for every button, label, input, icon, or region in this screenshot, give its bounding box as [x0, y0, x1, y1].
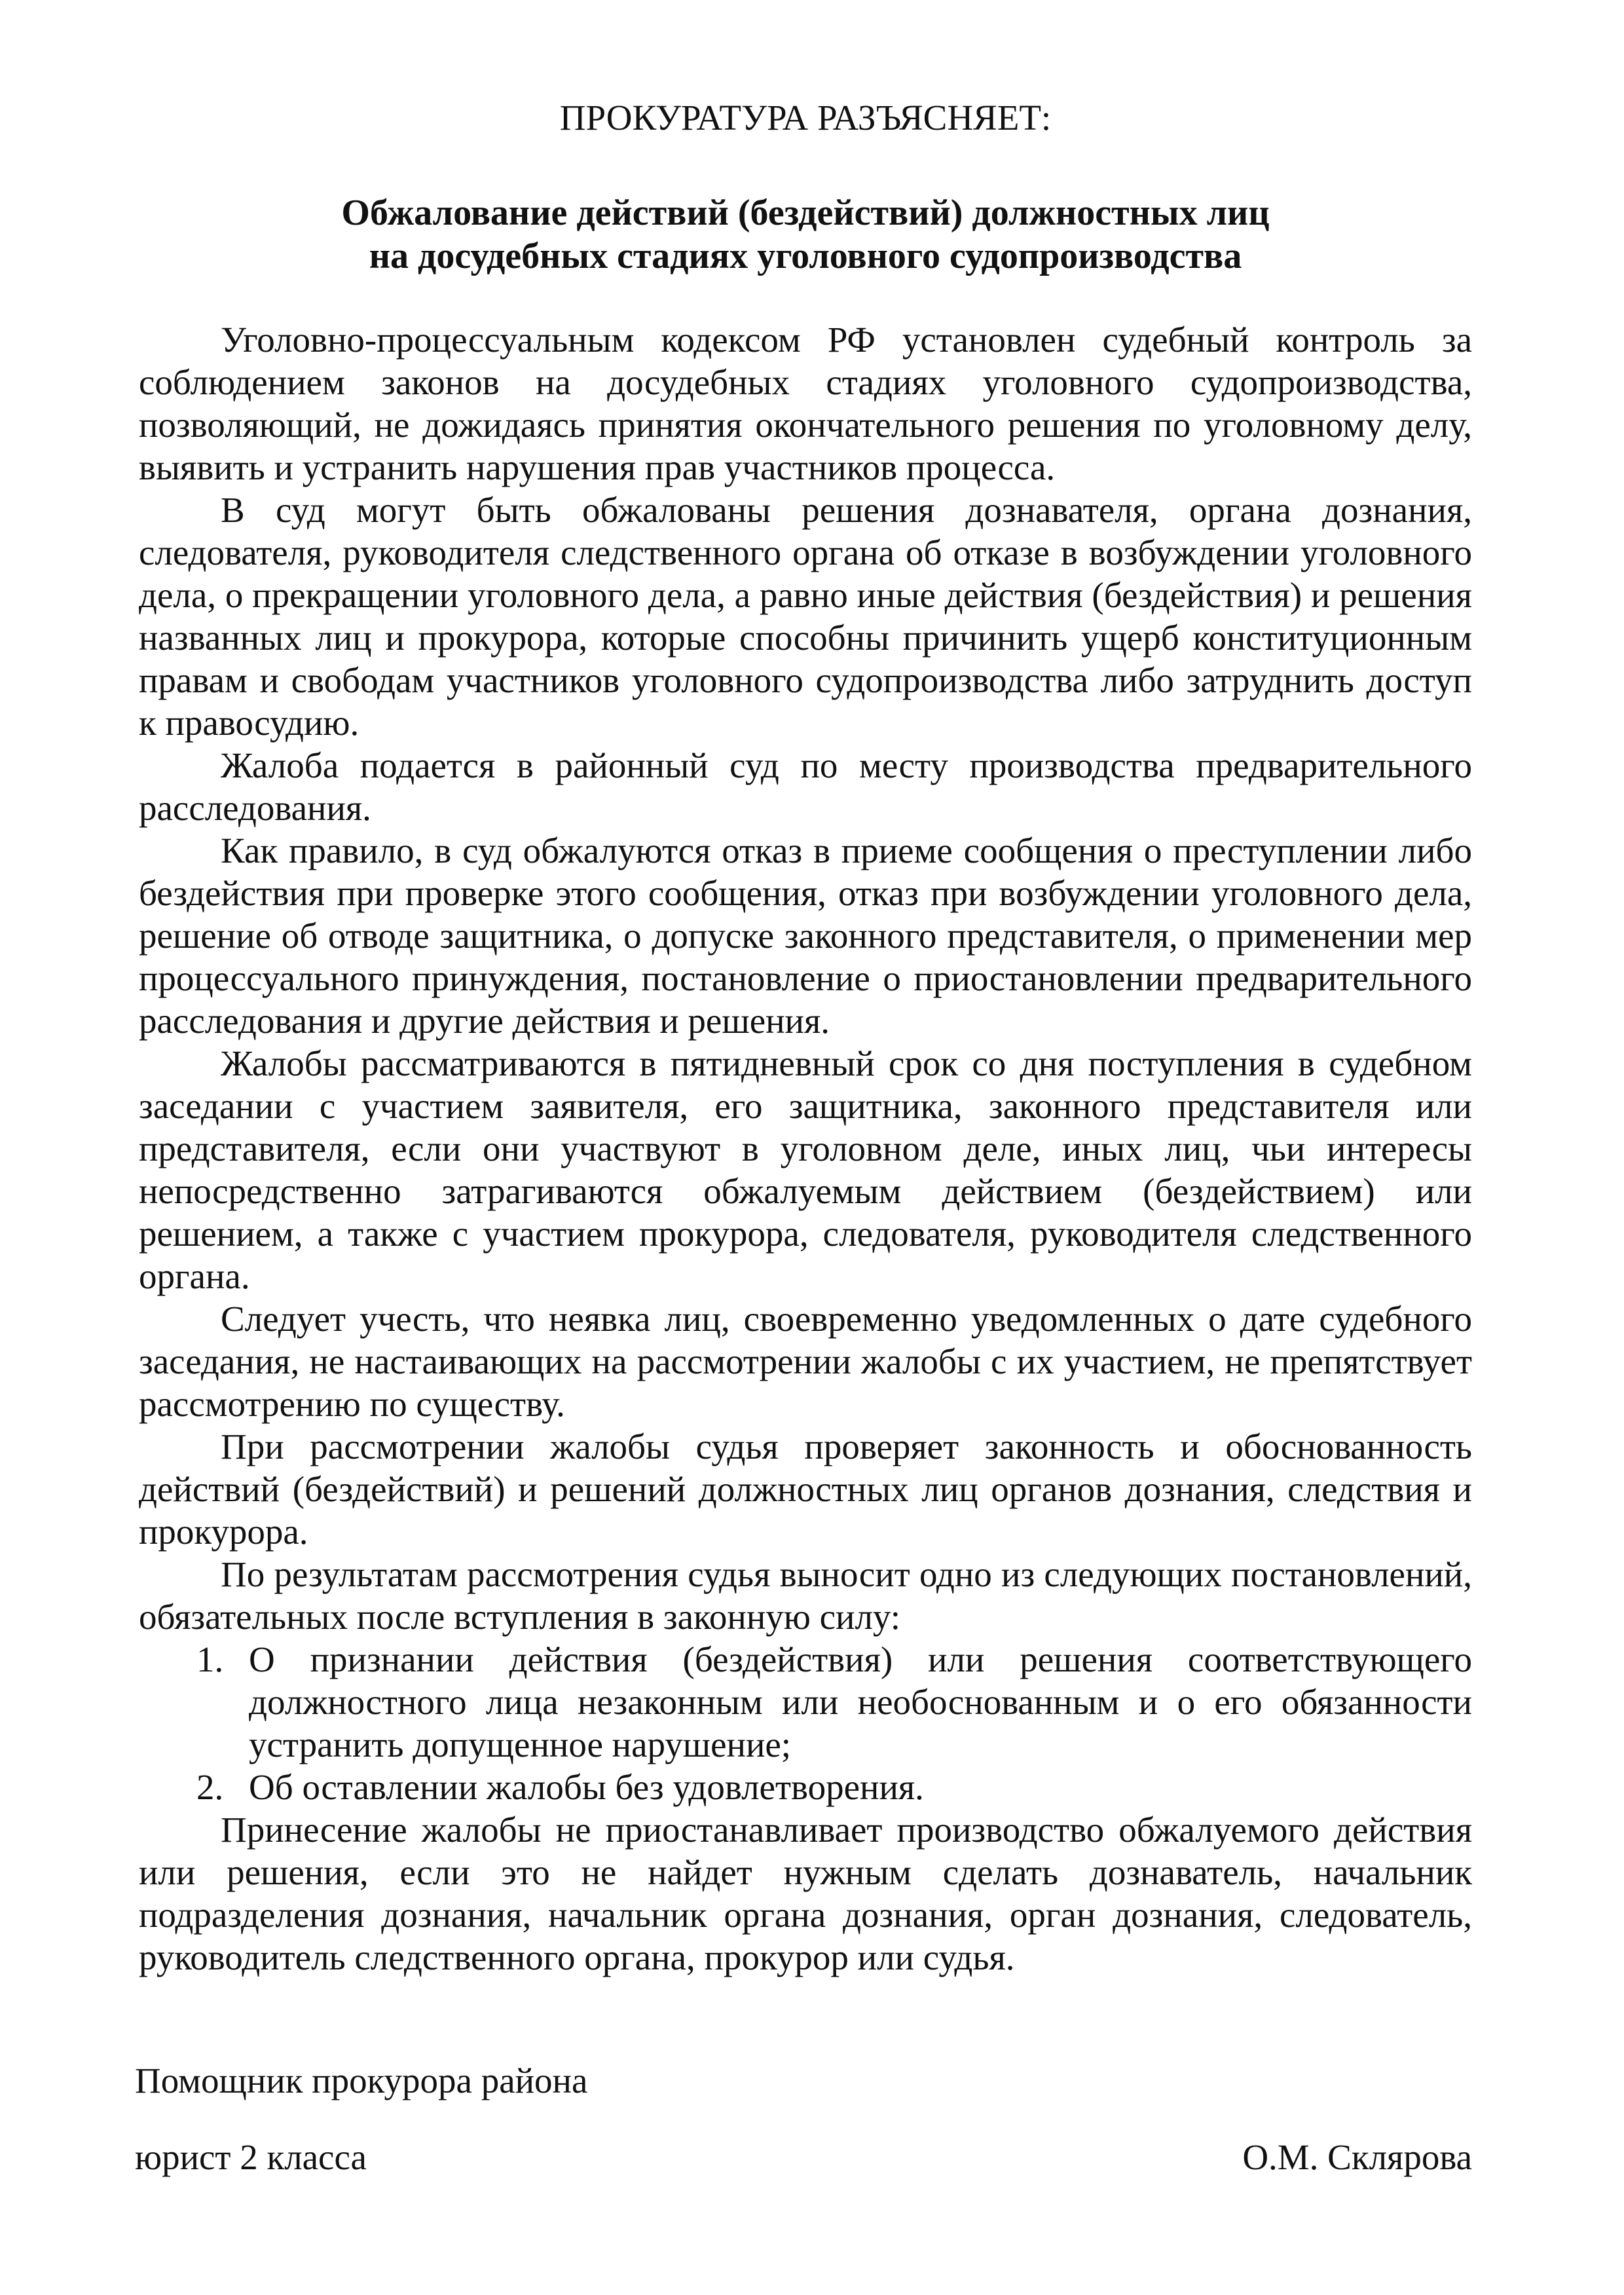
document-header: ПРОКУРАТУРА РАЗЪЯСНЯЕТ:: [559, 98, 1052, 138]
title-line-2: на досудебных стадиях уголовного судопроизводства: [369, 236, 1242, 276]
signature-position-line-1: [135, 2060, 1472, 2102]
signature-block: [135, 2136, 1472, 2178]
paragraph-judge-check: При рассмотрении жалобы судья проверяет законность и обоснованность действий (бездействий) и решений должностных лиц органов дознания, следствия и прокурора.: [139, 1427, 1472, 1552]
paragraph-where-to-file: Жалоба подается в районный суд по месту производства предварительного расследования.: [139, 745, 1472, 828]
paragraph-results: По результатам рассмотрения судья выносит одно из следующих постановлений, обязательных после вступления в законную силу:: [139, 1554, 1472, 1637]
signature-position-text: Помощник прокурора района: [135, 2061, 588, 2100]
list-item-number: 1.: [196, 1639, 224, 1679]
list-item: [196, 1638, 1472, 1766]
signature-position-rank: юрист 2 класса: [135, 2137, 367, 2177]
document-body: [139, 318, 1472, 1979]
paragraph-appealable-decisions: В суд могут быть обжалованы решения дознавателя, органа дознания, следователя, руководителя следственного органа об отказе в возбуждении уголовного дела, о прекращении уголовного дела, а равно иные действия (бездействия) и решения названных лиц и прокурора, которые способны причинить ущерб конституционным правам и свободам участников уголовного судопроизводства либо затруднить доступ к правосудию.: [139, 490, 1472, 743]
decision-list: [139, 1638, 1472, 1808]
signature-name: О.М. Склярова: [1242, 2137, 1472, 2177]
list-item: [196, 1766, 1472, 1808]
list-item-number: 2.: [196, 1767, 224, 1807]
document-title: [139, 191, 1472, 278]
paragraph-suspension: Принесение жалобы не приостанавливает производство обжалуемого действия или решения, если это не найдет нужным сделать дознаватель, начальник подразделения дознания, начальник органа дознания, орган дознания, следователь, руководитель следственного органа, прокурор или судья.: [139, 1810, 1472, 1977]
list-item-text: О признании действия (бездействия) или решения соответствующего должностного лица незаконным или необоснованным и о его обязанности устранить допущенное нарушение;: [249, 1639, 1472, 1764]
paragraph-intro: Уголовно-процессуальным кодексом РФ установлен судебный контроль за соблюдением законов на досудебных стадиях уголовного судопроизводства, позволяющий, не дожидаясь принятия окончательного решения по уголовному делу, выявить и устранить нарушения прав участников процесса.: [139, 320, 1472, 487]
title-line-1: Обжалование действий (бездействий) должностных лиц: [341, 193, 1270, 233]
paragraph-review-term: Жалобы рассматриваются в пятидневный срок со дня поступления в судебном заседании с участием заявителя, его защитника, законного представителя или представителя, если они участвуют в уголовном деле, иных лиц, чьи интересы непосредственно затрагиваются обжалуемым действием (бездействием) или решением, а также с участием прокурора, следователя, руководителя следственного органа.: [139, 1043, 1472, 1296]
paragraph-typical-appeals: Как правило, в суд обжалуются отказ в приеме сообщения о преступлении либо бездействия при проверке этого сообщения, отказ при возбуждении уголовного дела, решение об отводе защитника, о допуске законного представителя, о применении мер процессуального принуждения, постановление о приостановлении предварительного расследования и другие действия и решения.: [139, 830, 1472, 1041]
paragraph-absence: Следует учесть, что неявка лиц, своевременно уведомленных о дате судебного заседания, не настаивающих на рассмотрении жалобы с их участием, не препятствует рассмотрению по существу.: [139, 1299, 1472, 1424]
list-item-text: Об оставлении жалобы без удовлетворения.: [249, 1767, 924, 1807]
